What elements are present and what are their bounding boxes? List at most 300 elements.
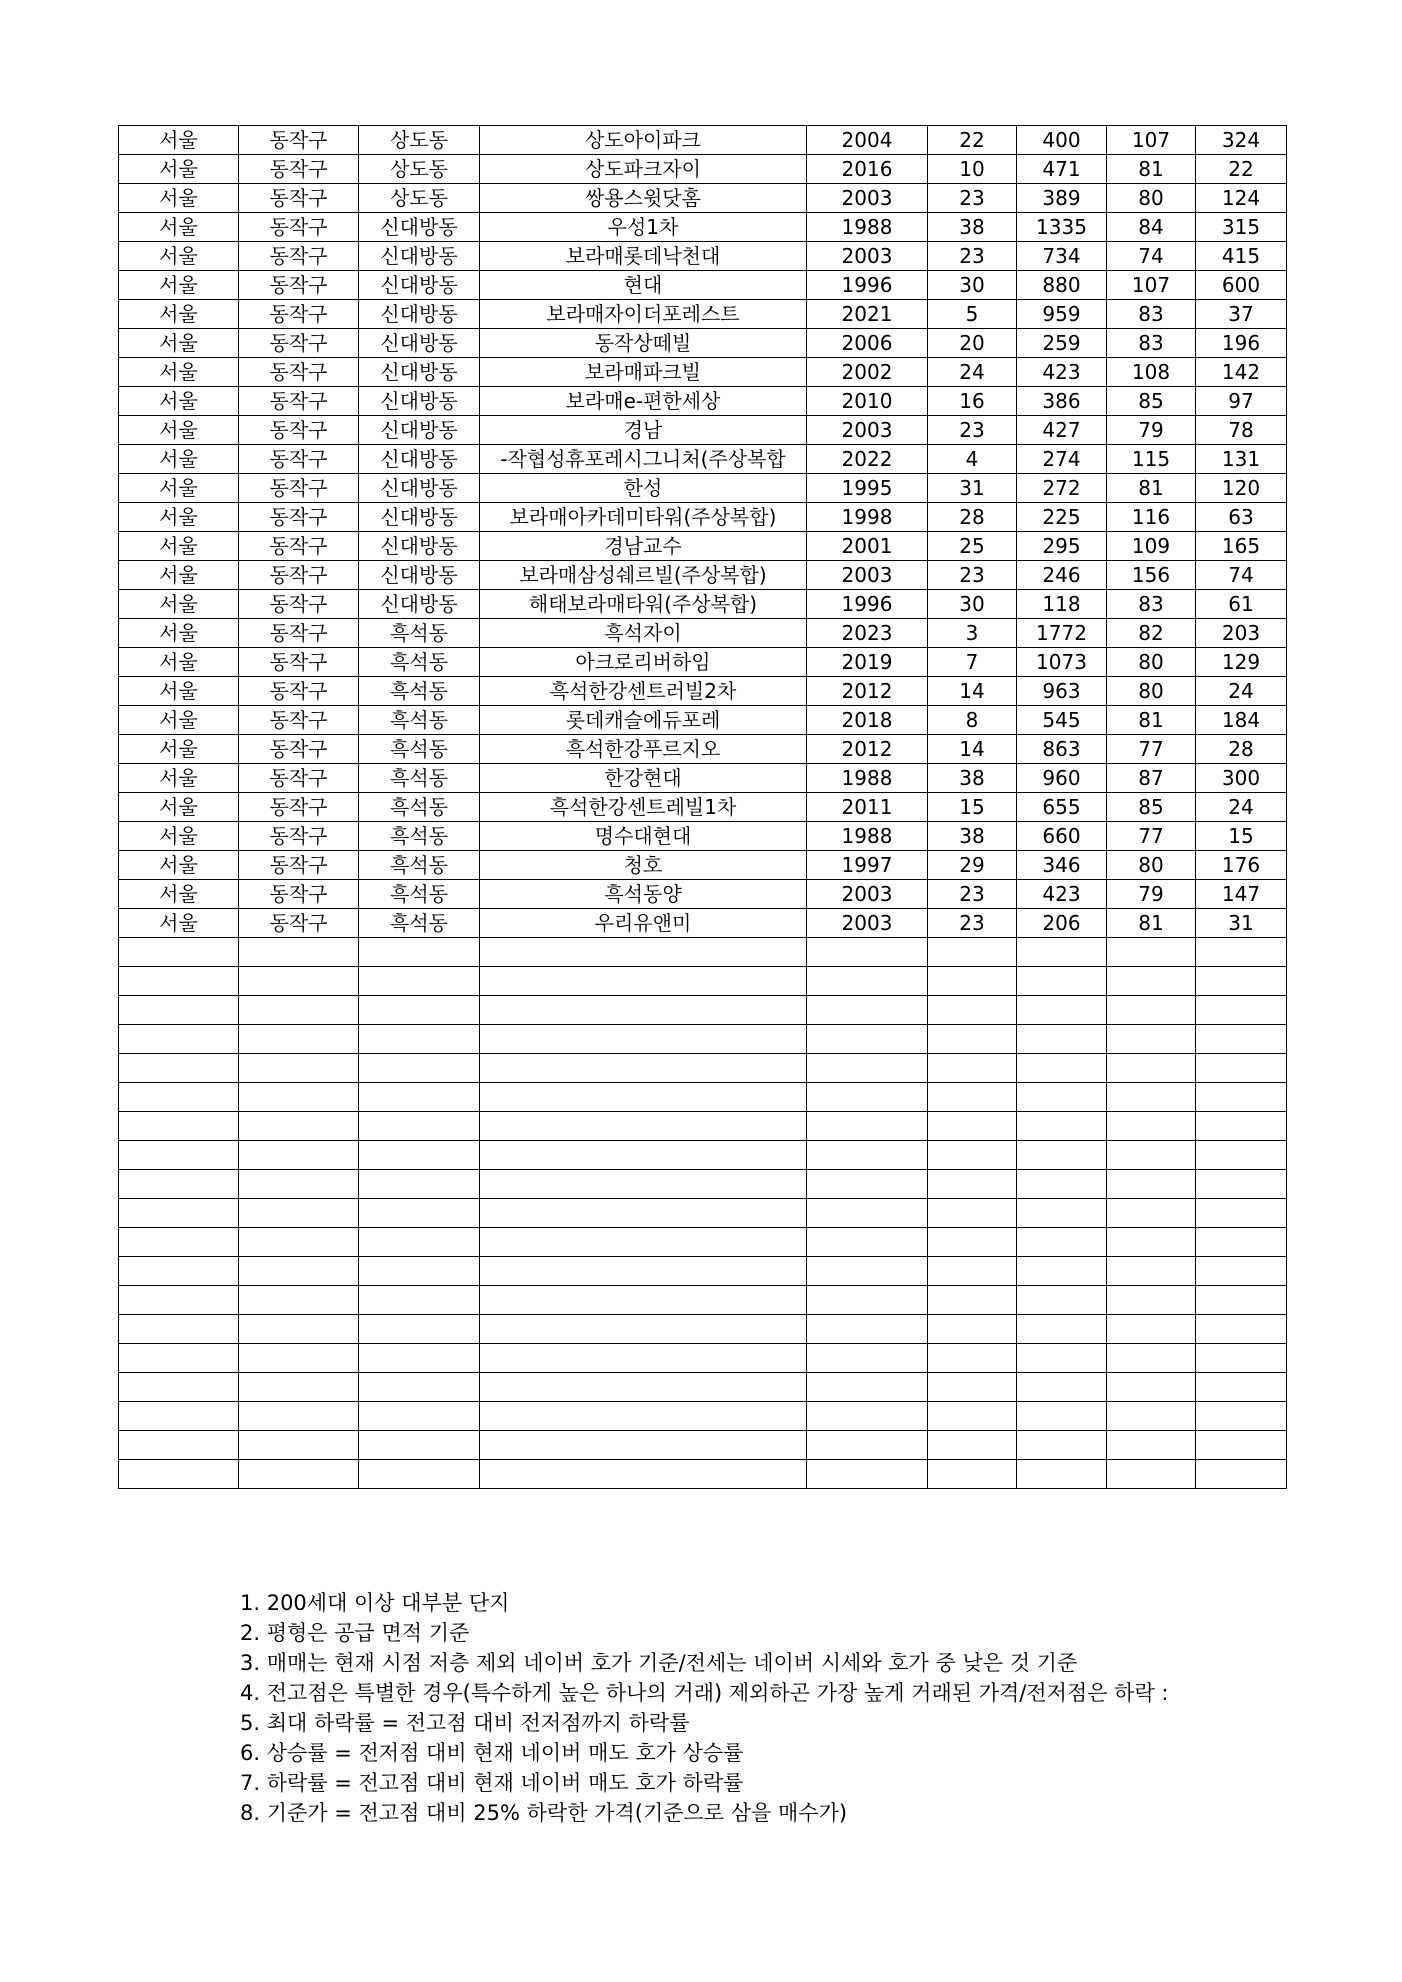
empty-cell — [359, 938, 480, 967]
empty-cell — [480, 1170, 807, 1199]
table-cell: 흑석동 — [359, 822, 480, 851]
table-cell: 보라매파크빌 — [480, 358, 807, 387]
table-cell: 2018 — [807, 706, 928, 735]
table-cell: 116 — [1107, 503, 1196, 532]
table-row — [119, 242, 1287, 271]
empty-cell — [928, 1373, 1017, 1402]
empty-cell — [480, 1083, 807, 1112]
empty-cell — [1196, 1199, 1287, 1228]
empty-cell — [119, 1460, 239, 1489]
table-cell: 324 — [1196, 126, 1287, 155]
table-cell: 24 — [1196, 677, 1287, 706]
empty-cell — [119, 1257, 239, 1286]
empty-cell — [807, 1257, 928, 1286]
table-cell: 2012 — [807, 735, 928, 764]
table-row — [119, 387, 1287, 416]
table-cell: 서울 — [119, 677, 239, 706]
empty-cell — [359, 1025, 480, 1054]
table-cell: 서울 — [119, 155, 239, 184]
empty-cell — [807, 1141, 928, 1170]
empty-cell — [928, 1199, 1017, 1228]
table-cell: 서울 — [119, 416, 239, 445]
table-cell: 386 — [1017, 387, 1107, 416]
empty-cell — [480, 1257, 807, 1286]
table-cell: 동작구 — [239, 706, 359, 735]
empty-cell — [359, 1402, 480, 1431]
empty-cell — [807, 1402, 928, 1431]
table-cell: 동작구 — [239, 184, 359, 213]
table-cell: 현대 — [480, 271, 807, 300]
empty-cell — [1196, 1025, 1287, 1054]
empty-cell — [1107, 1315, 1196, 1344]
empty-cell — [928, 1344, 1017, 1373]
notes-section — [240, 1588, 1390, 1828]
table-cell: 흑석동 — [359, 880, 480, 909]
empty-cell — [807, 967, 928, 996]
empty-cell — [119, 1228, 239, 1257]
empty-cell — [1107, 1402, 1196, 1431]
table-cell: 보라매e-편한세상 — [480, 387, 807, 416]
table-cell: 85 — [1107, 387, 1196, 416]
empty-cell — [1196, 938, 1287, 967]
table-cell: 신대방동 — [359, 213, 480, 242]
table-cell: 225 — [1017, 503, 1107, 532]
table-cell: 124 — [1196, 184, 1287, 213]
empty-cell — [1196, 1170, 1287, 1199]
empty-cell — [807, 1315, 928, 1344]
empty-cell — [807, 1373, 928, 1402]
table-cell: 서울 — [119, 532, 239, 561]
table-cell: 보라매삼성쉐르빌(주상복합) — [480, 561, 807, 590]
table-cell: 동작구 — [239, 445, 359, 474]
empty-cell — [1017, 1257, 1107, 1286]
table-cell: 37 — [1196, 300, 1287, 329]
empty-cell — [1107, 1083, 1196, 1112]
table-row — [119, 909, 1287, 938]
table-cell: 1988 — [807, 822, 928, 851]
table-cell: 우리유앤미 — [480, 909, 807, 938]
table-cell: 흑석자이 — [480, 619, 807, 648]
table-cell: 흑석한강센트레빌1차 — [480, 793, 807, 822]
table-cell: 83 — [1107, 300, 1196, 329]
table-cell: 흑석동 — [359, 706, 480, 735]
table-cell: 23 — [928, 242, 1017, 271]
table-cell: 960 — [1017, 764, 1107, 793]
empty-cell — [1017, 1170, 1107, 1199]
empty-cell — [239, 1431, 359, 1460]
table-cell: 2003 — [807, 561, 928, 590]
table-cell: 동작구 — [239, 880, 359, 909]
empty-cell — [119, 1141, 239, 1170]
table-row — [119, 300, 1287, 329]
table-cell: 959 — [1017, 300, 1107, 329]
table-cell: 신대방동 — [359, 329, 480, 358]
table-cell: 신대방동 — [359, 532, 480, 561]
empty-cell — [359, 1344, 480, 1373]
table-cell: 상도파크자이 — [480, 155, 807, 184]
empty-cell — [359, 1286, 480, 1315]
empty-cell — [1196, 967, 1287, 996]
empty-cell — [1107, 1141, 1196, 1170]
empty-cell — [480, 996, 807, 1025]
table-cell: 2004 — [807, 126, 928, 155]
note-line: 2. 평형은 공급 면적 기준 — [240, 1621, 470, 1645]
table-cell: 176 — [1196, 851, 1287, 880]
empty-cell — [1017, 996, 1107, 1025]
table-cell: 14 — [928, 677, 1017, 706]
table-cell: 동작구 — [239, 909, 359, 938]
empty-cell — [1017, 1025, 1107, 1054]
empty-cell — [1017, 1083, 1107, 1112]
empty-cell — [1196, 1257, 1287, 1286]
table-cell: 4 — [928, 445, 1017, 474]
table-cell: 흑석동 — [359, 793, 480, 822]
table-cell: 38 — [928, 822, 1017, 851]
table-row — [119, 619, 1287, 648]
empty-cell — [1107, 1228, 1196, 1257]
table-row — [119, 213, 1287, 242]
table-cell: 동작상떼빌 — [480, 329, 807, 358]
table-row — [119, 793, 1287, 822]
table-cell: 129 — [1196, 648, 1287, 677]
table-cell: 23 — [928, 416, 1017, 445]
empty-cell — [239, 1083, 359, 1112]
table-cell: 서울 — [119, 213, 239, 242]
empty-cell — [239, 1315, 359, 1344]
table-cell: 471 — [1017, 155, 1107, 184]
table-cell: 23 — [928, 184, 1017, 213]
table-cell: 동작구 — [239, 126, 359, 155]
table-cell: 서울 — [119, 590, 239, 619]
table-cell: 2003 — [807, 416, 928, 445]
table-cell: 38 — [928, 764, 1017, 793]
empty-cell — [239, 1141, 359, 1170]
empty-cell — [119, 1373, 239, 1402]
table-cell: 120 — [1196, 474, 1287, 503]
table-cell: 82 — [1107, 619, 1196, 648]
empty-cell — [359, 1199, 480, 1228]
empty-cell — [1196, 1083, 1287, 1112]
table-cell: 우성1차 — [480, 213, 807, 242]
table-cell: 흑석동 — [359, 677, 480, 706]
table-cell: 1997 — [807, 851, 928, 880]
empty-cell — [1196, 1460, 1287, 1489]
empty-cell — [359, 1431, 480, 1460]
table-cell: 2002 — [807, 358, 928, 387]
empty-cell — [239, 1257, 359, 1286]
empty-cell — [1107, 967, 1196, 996]
empty-row — [119, 1054, 1287, 1083]
empty-cell — [359, 1228, 480, 1257]
table-cell: 흑석동 — [359, 648, 480, 677]
empty-row — [119, 1373, 1287, 1402]
apartment-table — [118, 125, 1287, 1489]
empty-cell — [1196, 1141, 1287, 1170]
empty-cell — [1017, 1344, 1107, 1373]
empty-cell — [1196, 1315, 1287, 1344]
table-cell: 서울 — [119, 445, 239, 474]
empty-cell — [1196, 1112, 1287, 1141]
empty-cell — [1017, 1315, 1107, 1344]
table-cell: 30 — [928, 590, 1017, 619]
empty-cell — [928, 1402, 1017, 1431]
table-cell: 74 — [1196, 561, 1287, 590]
table-cell: 2003 — [807, 184, 928, 213]
table-row — [119, 561, 1287, 590]
empty-row — [119, 1170, 1287, 1199]
empty-row — [119, 1402, 1287, 1431]
table-cell: 신대방동 — [359, 503, 480, 532]
table-cell: 2003 — [807, 880, 928, 909]
empty-cell — [1017, 1199, 1107, 1228]
empty-cell — [928, 1025, 1017, 1054]
table-cell: 196 — [1196, 329, 1287, 358]
empty-cell — [928, 1315, 1017, 1344]
empty-cell — [359, 1373, 480, 1402]
table-cell: 서울 — [119, 793, 239, 822]
table-cell: 서울 — [119, 851, 239, 880]
table-cell: 25 — [928, 532, 1017, 561]
table-row — [119, 271, 1287, 300]
table-cell: 1988 — [807, 213, 928, 242]
empty-cell — [807, 1083, 928, 1112]
empty-cell — [1107, 938, 1196, 967]
empty-cell — [1107, 1170, 1196, 1199]
table-row — [119, 764, 1287, 793]
table-cell: 655 — [1017, 793, 1107, 822]
table-cell: 서울 — [119, 735, 239, 764]
empty-cell — [480, 1460, 807, 1489]
table-cell: 115 — [1107, 445, 1196, 474]
table-cell: 흑석한강센트러빌2차 — [480, 677, 807, 706]
table-cell: 신대방동 — [359, 300, 480, 329]
table-cell: 흑석동 — [359, 909, 480, 938]
empty-cell — [1107, 1257, 1196, 1286]
empty-row — [119, 967, 1287, 996]
table-cell: 415 — [1196, 242, 1287, 271]
table-cell: 서울 — [119, 300, 239, 329]
empty-cell — [807, 1170, 928, 1199]
empty-cell — [119, 967, 239, 996]
empty-cell — [928, 1228, 1017, 1257]
note-line: 6. 상승률 = 전저점 대비 현재 네이버 매도 호가 상승률 — [240, 1741, 744, 1765]
table-cell: 1988 — [807, 764, 928, 793]
table-cell: 동작구 — [239, 387, 359, 416]
empty-cell — [1196, 1431, 1287, 1460]
empty-cell — [119, 1431, 239, 1460]
table-row — [119, 822, 1287, 851]
empty-cell — [119, 1402, 239, 1431]
table-cell: 24 — [928, 358, 1017, 387]
table-cell: 131 — [1196, 445, 1287, 474]
empty-row — [119, 1431, 1287, 1460]
empty-cell — [239, 1460, 359, 1489]
empty-cell — [807, 1228, 928, 1257]
empty-cell — [359, 1257, 480, 1286]
table-cell: 해태보라매타워(주상복합) — [480, 590, 807, 619]
table-cell: 서울 — [119, 184, 239, 213]
table-cell: 108 — [1107, 358, 1196, 387]
empty-cell — [928, 1054, 1017, 1083]
table-cell: 80 — [1107, 677, 1196, 706]
table-cell: 서울 — [119, 822, 239, 851]
table-cell: 10 — [928, 155, 1017, 184]
table-cell: 상도동 — [359, 126, 480, 155]
table-cell: 20 — [928, 329, 1017, 358]
table-row — [119, 851, 1287, 880]
table-cell: 2021 — [807, 300, 928, 329]
table-cell: 동작구 — [239, 503, 359, 532]
empty-row — [119, 996, 1287, 1025]
table-cell: 1998 — [807, 503, 928, 532]
table-cell: 상도아이파크 — [480, 126, 807, 155]
table-cell: 118 — [1017, 590, 1107, 619]
empty-cell — [807, 1199, 928, 1228]
note-line: 3. 매매는 현재 시점 저층 제외 네이버 호가 기준/전세는 네이버 시세와 호가 중 낮은 것 기준 — [240, 1651, 1078, 1675]
empty-cell — [480, 1315, 807, 1344]
empty-cell — [239, 1402, 359, 1431]
table-cell: 동작구 — [239, 271, 359, 300]
table-row — [119, 329, 1287, 358]
table-cell: 보라매자이더포레스트 — [480, 300, 807, 329]
table-cell: 81 — [1107, 155, 1196, 184]
empty-cell — [359, 996, 480, 1025]
table-cell: 78 — [1196, 416, 1287, 445]
empty-cell — [1196, 1228, 1287, 1257]
table-cell: 295 — [1017, 532, 1107, 561]
table-cell: 한성 — [480, 474, 807, 503]
empty-cell — [480, 967, 807, 996]
table-cell: 963 — [1017, 677, 1107, 706]
table-cell: -작협성휴포레시그니처(주상복합 — [480, 445, 807, 474]
empty-cell — [1107, 996, 1196, 1025]
table-cell: 7 — [928, 648, 1017, 677]
table-cell: 서울 — [119, 271, 239, 300]
table-cell: 80 — [1107, 648, 1196, 677]
table-cell: 2003 — [807, 909, 928, 938]
empty-cell — [239, 1373, 359, 1402]
table-cell: 203 — [1196, 619, 1287, 648]
table-cell: 3 — [928, 619, 1017, 648]
table-cell: 15 — [1196, 822, 1287, 851]
empty-cell — [480, 1025, 807, 1054]
empty-cell — [119, 1083, 239, 1112]
table-cell: 서울 — [119, 619, 239, 648]
table-cell: 81 — [1107, 474, 1196, 503]
empty-cell — [1107, 1460, 1196, 1489]
empty-cell — [239, 1054, 359, 1083]
table-cell: 동작구 — [239, 793, 359, 822]
table-cell: 서울 — [119, 474, 239, 503]
table-cell: 77 — [1107, 735, 1196, 764]
empty-row — [119, 1199, 1287, 1228]
empty-cell — [807, 1344, 928, 1373]
table-cell: 서울 — [119, 503, 239, 532]
table-cell: 22 — [1196, 155, 1287, 184]
empty-row — [119, 1025, 1287, 1054]
table-row — [119, 445, 1287, 474]
table-cell: 서울 — [119, 706, 239, 735]
empty-row — [119, 1286, 1287, 1315]
table-cell: 300 — [1196, 764, 1287, 793]
table-cell: 22 — [928, 126, 1017, 155]
table-cell: 315 — [1196, 213, 1287, 242]
table-cell: 107 — [1107, 126, 1196, 155]
table-cell: 청호 — [480, 851, 807, 880]
table-body — [119, 126, 1287, 1489]
note-line: 7. 하락률 = 전고점 대비 현재 네이버 매도 호가 하락률 — [240, 1771, 744, 1795]
table-cell: 서울 — [119, 880, 239, 909]
table-cell: 545 — [1017, 706, 1107, 735]
empty-cell — [1196, 1054, 1287, 1083]
table-cell: 서울 — [119, 329, 239, 358]
empty-cell — [119, 996, 239, 1025]
empty-cell — [480, 1141, 807, 1170]
note-line: 8. 기준가 = 전고점 대비 25% 하락한 가격(기준으로 삼을 매수가) — [240, 1801, 848, 1825]
empty-cell — [1107, 1199, 1196, 1228]
table-cell: 147 — [1196, 880, 1287, 909]
empty-cell — [1107, 1344, 1196, 1373]
empty-cell — [1107, 1431, 1196, 1460]
empty-cell — [480, 1228, 807, 1257]
table-cell: 동작구 — [239, 648, 359, 677]
table-row — [119, 126, 1287, 155]
empty-cell — [480, 1344, 807, 1373]
empty-row — [119, 1460, 1287, 1489]
table-cell: 1335 — [1017, 213, 1107, 242]
table-cell: 서울 — [119, 764, 239, 793]
table-cell: 경남교수 — [480, 532, 807, 561]
empty-cell — [239, 1025, 359, 1054]
empty-cell — [1107, 1373, 1196, 1402]
table-cell: 신대방동 — [359, 474, 480, 503]
table-cell: 83 — [1107, 590, 1196, 619]
table-row — [119, 503, 1287, 532]
empty-cell — [359, 967, 480, 996]
table-cell: 흑석동 — [359, 851, 480, 880]
empty-cell — [1017, 967, 1107, 996]
empty-cell — [1196, 1286, 1287, 1315]
table-cell: 상도동 — [359, 155, 480, 184]
empty-cell — [1196, 996, 1287, 1025]
table-cell: 28 — [1196, 735, 1287, 764]
table-cell: 신대방동 — [359, 590, 480, 619]
table-cell: 8 — [928, 706, 1017, 735]
empty-cell — [239, 967, 359, 996]
note-line: 4. 전고점은 특별한 경우(특수하게 높은 하나의 거래) 제외하곤 가장 높게 거래된 가격/전저점은 하락 : — [240, 1681, 1169, 1705]
table-cell: 서울 — [119, 561, 239, 590]
empty-cell — [119, 1315, 239, 1344]
empty-cell — [928, 996, 1017, 1025]
table-cell: 동작구 — [239, 213, 359, 242]
table-cell: 31 — [1196, 909, 1287, 938]
empty-cell — [359, 1460, 480, 1489]
table-cell: 보라매아카데미타워(주상복합) — [480, 503, 807, 532]
table-cell: 184 — [1196, 706, 1287, 735]
table-cell: 734 — [1017, 242, 1107, 271]
empty-cell — [239, 1199, 359, 1228]
empty-cell — [239, 1170, 359, 1199]
table-cell: 259 — [1017, 329, 1107, 358]
table-row — [119, 677, 1287, 706]
table-row — [119, 155, 1287, 184]
table-cell: 2019 — [807, 648, 928, 677]
empty-cell — [807, 1025, 928, 1054]
table-cell: 600 — [1196, 271, 1287, 300]
table-cell: 29 — [928, 851, 1017, 880]
table-cell: 서울 — [119, 358, 239, 387]
empty-cell — [807, 1460, 928, 1489]
